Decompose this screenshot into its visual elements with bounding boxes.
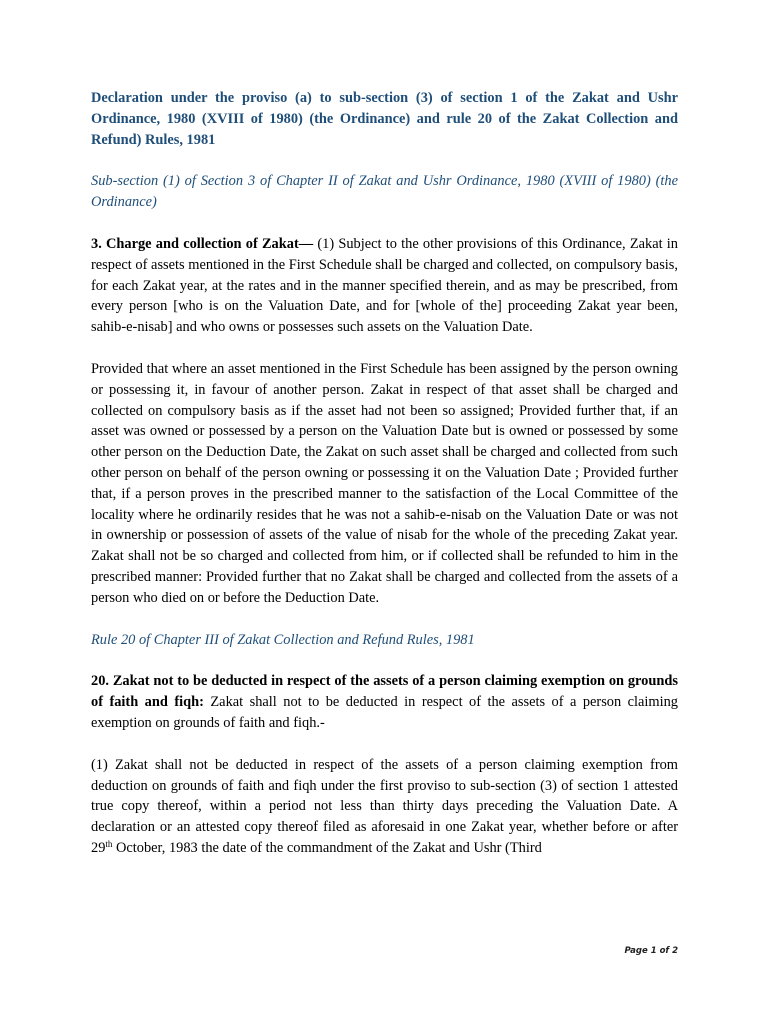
rule-20-sub1-text: (1) Zakat shall not be deducted in respect of the assets of a person claiming exemption from deduction on grounds of faith and fiqh under the first proviso to sub-section (3) of section 1 attested true copy thereof, within a period not less than thirty days preceding the Valuation Date. A declaration or an attested copy thereof filed as aforesaid in one Zakat year, whether before or after 29 xyxy=(91,756,678,856)
document-title: Declaration under the proviso (a) to sub-section (3) of section 1 of the Zakat and Ushr Ordinance, 1980 (XVIII of 1980) (the Ordinance) and rule 20 of the Zakat Collection and Refund) Rules, 1981 xyxy=(91,90,678,148)
rule-20-subsection-1-paragraph xyxy=(91,755,678,859)
document-page xyxy=(91,88,678,859)
section-3-text: (1) Subject to the other provisions of this Ordinance, Zakat in respect of assets mentioned in the First Schedule shall be charged and collected, on compulsory basis, for each Zakat year, at the rates and in the manner specified therein, and as may be prescribed, from every person [who is on the Valuation Date, and for [whole of the] proceeding Zakat year been, sahib-e-nisab] and who owns or possesses such assets on the Valuation Date. xyxy=(91,235,678,336)
section-3-lead: 3. Charge and collection of Zakat— xyxy=(91,235,314,252)
section-heading-rule-20: Rule 20 of Chapter III of Zakat Collection and Refund Rules, 1981 xyxy=(91,631,475,648)
ordinal-suffix: th xyxy=(105,838,113,849)
rule-20-sub1-tail: October, 1983 the date of the commandment of the Zakat and Ushr (Third xyxy=(112,839,542,856)
rule-20-lead: 20. Zakat not to be deducted in respect of the assets of a person claiming exemption on grounds of faith and fiqh: xyxy=(91,673,678,711)
rule-20-text: Zakat shall not to be deducted in respect of the assets of a person claiming exemption on grounds of faith and fiqh.- xyxy=(91,694,679,731)
rule-20-paragraph xyxy=(91,671,678,733)
section-heading-ordinance: Sub-section (1) of Section 3 of Chapter II of Zakat and Ushr Ordinance, 1980 (XVIII of 1980) (the Ordinance) xyxy=(91,173,678,211)
page-number-footer: Page 1 of 2 xyxy=(624,946,678,956)
section-3-paragraph xyxy=(91,234,678,338)
proviso-paragraph: Provided that where an asset mentioned in the First Schedule has been assigned by the person owning or possessing it, in favour of another person. Zakat in respect of that asset shall be charged and collected on compulsory basis as if the asset had not been so assigned; Provided further that, if an asset was owned or possessed by a person on the Valuation Date but is owned or possessed by some other person on the Deduction Date, the Zakat on such asset shall be charged and collected from such other person on behalf of the person owning or possessing it on the Valuation Date ; Provided further that, if a person proves in the prescribed manner to the satisfaction of the Local Committee of the locality where he ordinarily resides that he was not a sahib-e-nisab on the Valuation Date or was not in ownership or possession of assets of the value of nisab for the whole of the preceding Zakat year. Zakat shall not be so charged and collected from him, or if collected shall be refunded to him in the prescribed manner: Provided further that no Zakat shall be charged and collected from the assets of a person who died on or before the Deduction Date. xyxy=(91,360,678,606)
